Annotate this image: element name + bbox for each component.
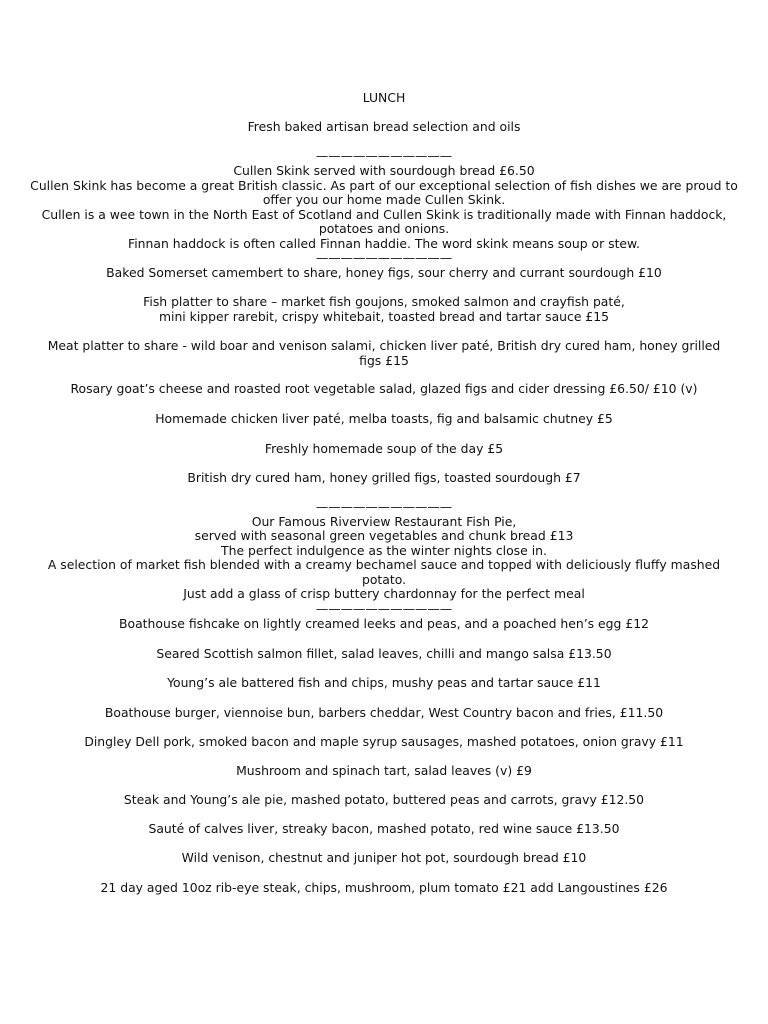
menu-item: Dingley Dell pork, smoked bacon and maple syrup sausages, mashed potatoes, onion gravy £11	[84, 734, 684, 749]
cullen-desc-line: potatoes and onions.	[318, 221, 450, 236]
menu-item: mini kipper rarebit, crispy whitebait, toasted bread and tartar sauce £15	[158, 309, 610, 324]
fishpie-line: Our Famous Riverview Restaurant Fish Pie,	[251, 514, 517, 529]
menu-title: LUNCH	[362, 90, 406, 105]
fishpie-line: Just add a glass of crisp buttery chardonnay for the perfect meal	[183, 586, 585, 601]
fishpie-line: The perfect indulgence as the winter nights close in.	[221, 543, 547, 558]
menu-item: Freshly homemade soup of the day £5	[264, 441, 504, 456]
cullen-item: Cullen Skink served with sourdough bread £6.50	[233, 163, 535, 178]
menu-item: Rosary goat’s cheese and roasted root vegetable salad, glazed figs and cider dressing £6.50/ £10 (v)	[70, 381, 698, 396]
cullen-desc-line: Cullen is a wee town in the North East of Scotland and Cullen Skink is traditionally made with Finnan haddock,	[41, 207, 727, 222]
cullen-desc-line: Finnan haddock is often called Finnan haddie. The word skink means soup or stew.	[127, 236, 640, 251]
cullen-desc-line: offer you our home made Cullen Skink.	[262, 192, 506, 207]
menu-item: Steak and Young’s ale pie, mashed potato, buttered peas and carrots, gravy £12.50	[123, 792, 645, 807]
menu-item: Homemade chicken liver paté, melba toasts, fig and balsamic chutney £5	[155, 411, 613, 426]
divider: ———————————	[315, 148, 453, 163]
fishpie-line: served with seasonal green vegetables and chunk bread £13	[194, 528, 574, 543]
menu-item: British dry cured ham, honey grilled figs, toasted sourdough £7	[187, 470, 581, 485]
divider: ———————————	[315, 499, 453, 514]
divider: ———————————	[315, 601, 453, 616]
menu-item: Boathouse burger, viennoise bun, barbers cheddar, West Country bacon and fries, £11.50	[104, 705, 664, 720]
menu-item: figs £15	[359, 353, 409, 368]
menu-item: Mushroom and spinach tart, salad leaves (v) £9	[236, 763, 532, 778]
menu-item: Meat platter to share - wild boar and venison salami, chicken liver paté, British dry cured ham, honey grilled	[47, 338, 721, 353]
menu-item: Baked Somerset camembert to share, honey figs, sour cherry and currant sourdough £10	[106, 265, 662, 280]
menu-item: 21 day aged 10oz rib-eye steak, chips, mushroom, plum tomato £21 add Langoustines £26	[100, 880, 668, 895]
menu-item: Seared Scottish salmon fillet, salad leaves, chilli and mango salsa £13.50	[156, 646, 612, 661]
menu-item: Fish platter to share – market fish goujons, smoked salmon and crayfish paté,	[143, 294, 625, 309]
menu-item: Sauté of calves liver, streaky bacon, mashed potato, red wine sauce £13.50	[148, 821, 620, 836]
menu-item: Boathouse fishcake on lightly creamed leeks and peas, and a poached hen’s egg £12	[119, 616, 649, 631]
divider: ———————————	[315, 250, 453, 265]
cullen-desc-line: Cullen Skink has become a great British classic. As part of our exceptional selection of fish dishes we are proud to	[30, 178, 738, 193]
menu-item: Wild venison, chestnut and juniper hot pot, sourdough bread £10	[181, 850, 587, 865]
fishpie-line: A selection of market fish blended with a creamy bechamel sauce and topped with deliciously fluffy mashed	[47, 557, 721, 572]
bread-line: Fresh baked artisan bread selection and oils	[247, 119, 521, 134]
fishpie-line: potato.	[361, 572, 407, 587]
menu-item: Young’s ale battered fish and chips, mushy peas and tartar sauce £11	[167, 675, 601, 690]
